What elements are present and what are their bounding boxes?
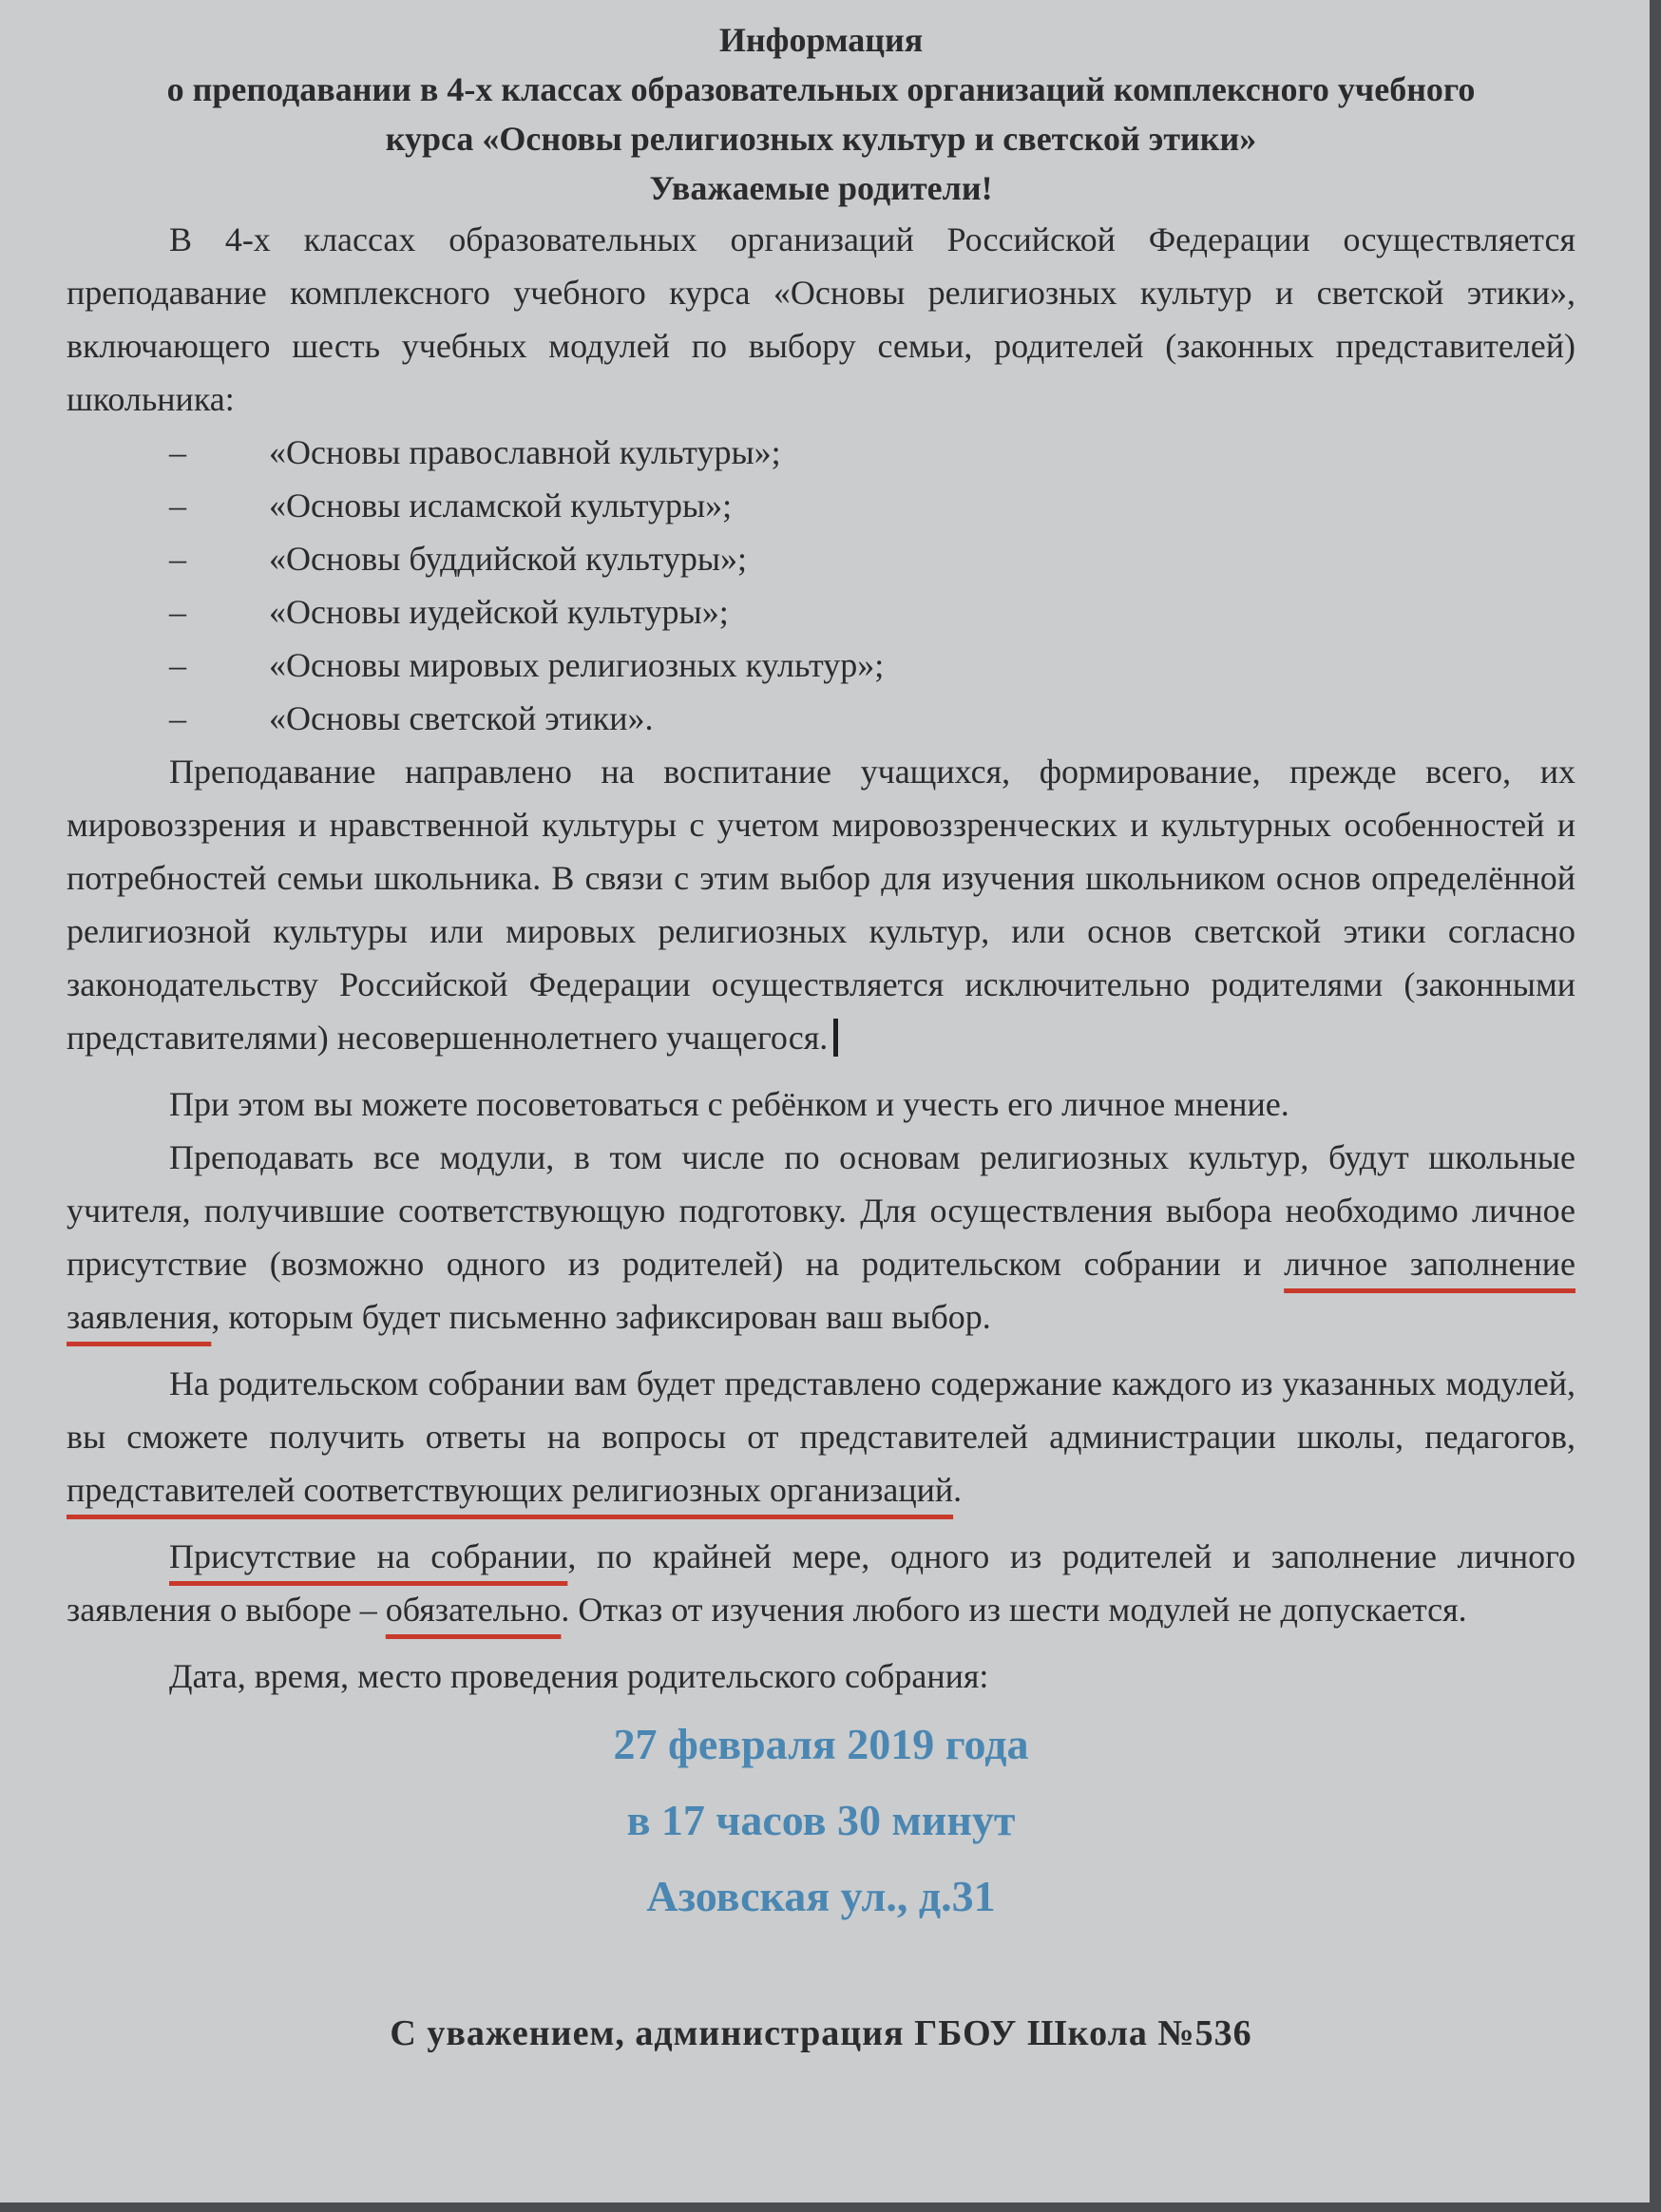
module-item (67, 426, 1575, 479)
module-item (67, 479, 1575, 532)
dash-bullet: – (169, 433, 186, 471)
dash-bullet: – (169, 593, 186, 631)
module-label: «Основы мировых религиозных культур»; (269, 646, 885, 684)
presence-text-a: , по крайней мере, одного из родителей и заполнение личного заявления о выборе – (67, 1537, 1575, 1629)
document-title: Информация (718, 21, 924, 59)
signature: С уважением, администрация ГБОУ Школа №536 (390, 2013, 1252, 2053)
teaching-paragraph (67, 745, 1575, 1064)
document-subtitle-line1: о преподавании в 4-х классах образовательных организаций комплексного учебного (166, 70, 1476, 108)
module-label: «Основы светской этики». (269, 699, 654, 737)
intro-paragraph: В 4-х классах образовательных организаций Российской Федерации осуществляется преподавание комплексного учебного курса «Основы религиозных культур и светской этики», включающего шесть учебных модулей по выбору семьи, родителей (законных представителей) школьника: (67, 220, 1575, 418)
teaching-text: Преподавание направлено на воспитание учащихся, формирование, прежде всего, их мировоззрения и нравственной культуры с учетом мировоззренческих и культурных особенностей и потребностей семьи школьника. В связи с этим выбор для изучения школьником основ определённой религиозной культуры или мировых религиозных культур, или основ светской этики согласно законодательству Российской Федерации осуществляется исключительно родителями (законными представителями) несовершеннолетнего учащегося. (67, 753, 1575, 1057)
underlined-presence: Присутствие на собрании (169, 1537, 568, 1575)
underlined-mandatory: обязательно (385, 1591, 562, 1629)
meeting-text-b: . (953, 1471, 963, 1509)
underlined-personal-application: личное заполнение заявления (67, 1245, 1575, 1336)
presence-paragraph (67, 1530, 1575, 1636)
dash-bullet: – (169, 540, 186, 578)
module-label: «Основы исламской культуры»; (269, 486, 733, 524)
module-label: «Основы иудейской культуры»; (269, 593, 729, 631)
consult-paragraph: При этом вы можете посоветоваться с ребёнком и учесть его личное мнение. (169, 1085, 1289, 1123)
greeting: Уважаемые родители! (649, 169, 993, 207)
dash-bullet: – (169, 486, 186, 524)
module-item (67, 692, 1575, 745)
meeting-place: Азовская ул., д.31 (646, 1872, 996, 1920)
module-label: «Основы буддийской культуры»; (269, 540, 748, 578)
module-label: «Основы православной культуры»; (269, 433, 781, 471)
module-item (67, 585, 1575, 639)
underlined-religious-organizations: представителей соответствующих религиозных организаций (67, 1471, 954, 1509)
dash-bullet: – (169, 699, 186, 737)
text-cursor (833, 1019, 838, 1057)
teachers-paragraph (67, 1131, 1575, 1344)
module-item (67, 532, 1575, 585)
document-subtitle-line2: курса «Основы религиозных культур и светской этики» (385, 120, 1257, 158)
teachers-text-b: , которым будет письменно зафиксирован ваш выбор. (211, 1298, 991, 1336)
module-item (67, 639, 1575, 692)
meeting-date: 27 февраля 2019 года (613, 1720, 1029, 1768)
dash-bullet: – (169, 646, 186, 684)
presence-text-b: . Отказ от изучения любого из шести модулей не допускается. (561, 1591, 1467, 1629)
datetime-label: Дата, время, место проведения родительского собрания: (169, 1657, 989, 1695)
meeting-text-a: На родительском собрании вам будет представлено содержание каждого из указанных модулей, вы сможете получить ответы на вопросы от представителей администрации школы, педагогов, (67, 1364, 1575, 1456)
meeting-time: в 17 часов 30 минут (626, 1796, 1016, 1844)
teachers-text-a: Преподавать все модули, в том числе по основам религиозных культур, будут школьные учителя, получившие соответствующую подготовку. Для осуществления выбора необходимо личное присутствие (возможно одного из родителей) на родительском собрании и (67, 1138, 1575, 1283)
meeting-paragraph (67, 1357, 1575, 1516)
modules-list (67, 426, 1575, 745)
